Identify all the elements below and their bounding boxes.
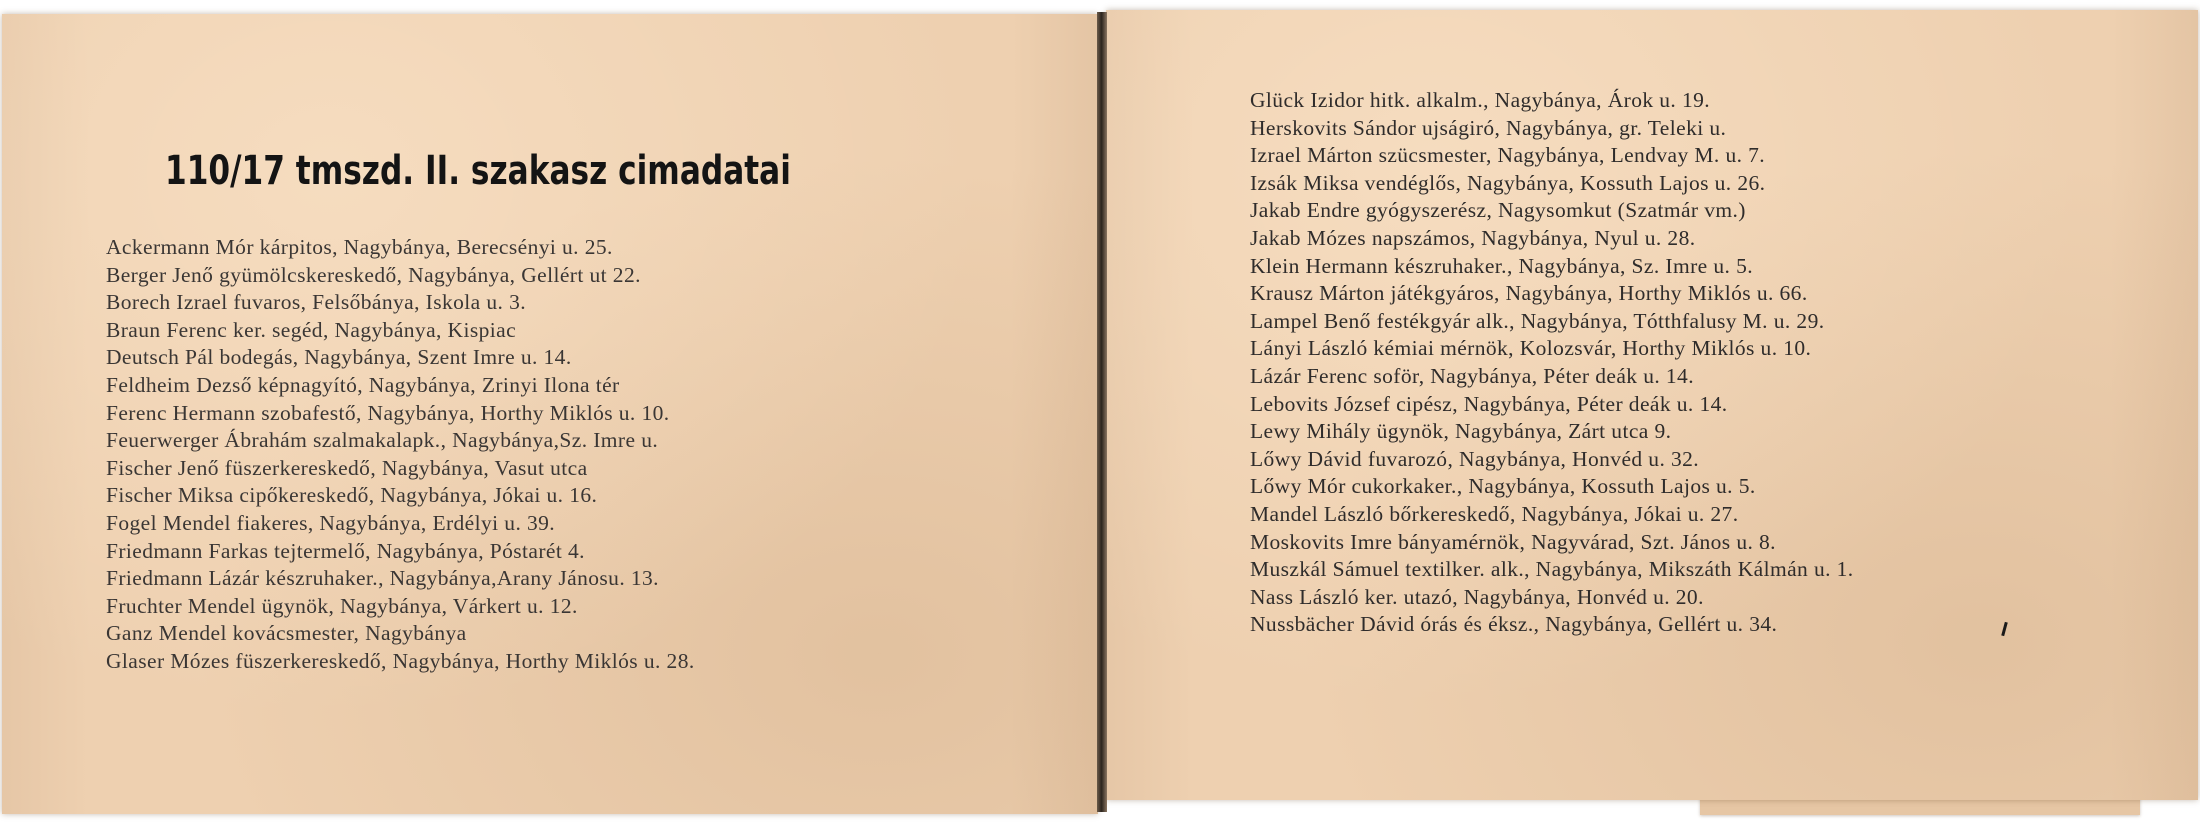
list-item: Ackermann Mór kárpitos, Nagybánya, Berecsényi u. 25. <box>106 235 613 259</box>
list-item: Izsák Miksa vendéglős, Nagybánya, Kossuth Lajos u. 26. <box>1250 170 1766 195</box>
list-item: Lőwy Mór cukorkaker., Nagybánya, Kossuth Lajos u. 5. <box>1250 474 1756 499</box>
book-fold <box>1097 12 1107 812</box>
list-item: Borech Izrael fuvaros, Felsőbánya, Iskola u. 3. <box>106 290 527 315</box>
list-item: Berger Jenő gyümölcskereskedő, Nagybánya, Gellért ut 22. <box>106 262 641 287</box>
list-item: Friedmann Farkas tejtermelő, Nagybánya, Póstarét 4. <box>106 538 585 563</box>
list-item: Feuerwerger Ábrahám szalmakalapk., Nagybánya,Sz. Imre u. <box>106 428 659 453</box>
list-item: Moskovits Imre bányamérnök, Nagyvárad, Szt. János u. 8. <box>1250 529 1776 554</box>
list-item: Friedmann Lázár készruhaker., Nagybánya,Arany Jánosu. 13. <box>106 566 659 591</box>
list-item: Deutsch Pál bodegás, Nagybánya, Szent Imre u. 14. <box>106 345 572 370</box>
list-item: Lewy Mihály ügynök, Nagybánya, Zárt utca 9. <box>1250 419 1672 444</box>
list-item: Nass László ker. utazó, Nagybánya, Honvéd u. 20. <box>1250 584 1704 609</box>
list-item: Feldheim Dezső képnagyító, Nagybánya, Zrinyi Ilona tér <box>106 372 620 397</box>
list-item: Lázár Ferenc soför, Nagybánya, Péter deák u. 14. <box>1250 363 1694 388</box>
list-item: Glaser Mózes füszerkereskedő, Nagybánya, Horthy Miklós u. 28. <box>106 648 695 673</box>
page-title: 110/17 tmszd. II. szakasz cimadatai <box>165 148 791 194</box>
list-item: Braun Ferenc ker. segéd, Nagybánya, Kispiac <box>106 317 517 342</box>
list-item: Lampel Benő festékgyár alk., Nagybánya, Tótthfalusy M. u. 29. <box>1250 308 1825 333</box>
left-address-list <box>106 234 695 676</box>
right-address-list <box>1250 87 1854 639</box>
list-item: Nussbächer Dávid órás és éksz., Nagybánya, Gellért u. 34. <box>1250 612 1778 637</box>
list-item: Fruchter Mendel ügynök, Nagybánya, Várkert u. 12. <box>106 593 578 618</box>
list-item: Krausz Márton játékgyáros, Nagybánya, Horthy Miklós u. 66. <box>1250 281 1808 306</box>
list-item: Glück Izidor hitk. alkalm., Nagybánya, Árok u. 19. <box>1250 88 1711 112</box>
list-item: Mandel László bőrkereskedő, Nagybánya, Jókai u. 27. <box>1250 501 1739 526</box>
list-item: Lányi László kémiai mérnök, Kolozsvár, Horthy Miklós u. 10. <box>1250 336 1812 361</box>
list-item: Muszkál Sámuel textilker. alk., Nagybánya, Mikszáth Kálmán u. 1. <box>1250 557 1854 582</box>
list-item: Klein Hermann készruhaker., Nagybánya, Sz. Imre u. 5. <box>1250 253 1753 278</box>
list-item: Fogel Mendel fiakeres, Nagybánya, Erdélyi u. 39. <box>106 510 556 535</box>
list-item: Herskovits Sándor ujságiró, Nagybánya, gr. Teleki u. <box>1250 115 1727 140</box>
list-item: Jakab Endre gyógyszerész, Nagysomkut (Szatmár vm.) <box>1250 198 1746 223</box>
list-item: Lőwy Dávid fuvarozó, Nagybánya, Honvéd u. 32. <box>1250 446 1700 471</box>
list-item: Ferenc Hermann szobafestő, Nagybánya, Horthy Miklós u. 10. <box>106 400 670 425</box>
list-item: Izrael Márton szücsmester, Nagybánya, Lendvay M. u. 7. <box>1250 143 1766 168</box>
list-item: Jakab Mózes napszámos, Nagybánya, Nyul u. 28. <box>1250 225 1696 250</box>
list-item: Fischer Jenő füszerkereskedő, Nagybánya, Vasut utca <box>106 455 588 480</box>
list-item: Fischer Miksa cipőkereskedő, Nagybánya, Jókai u. 16. <box>106 483 598 508</box>
list-item: Ganz Mendel kovácsmester, Nagybánya <box>106 621 467 646</box>
list-item: Lebovits József cipész, Nagybánya, Péter deák u. 14. <box>1250 391 1728 416</box>
